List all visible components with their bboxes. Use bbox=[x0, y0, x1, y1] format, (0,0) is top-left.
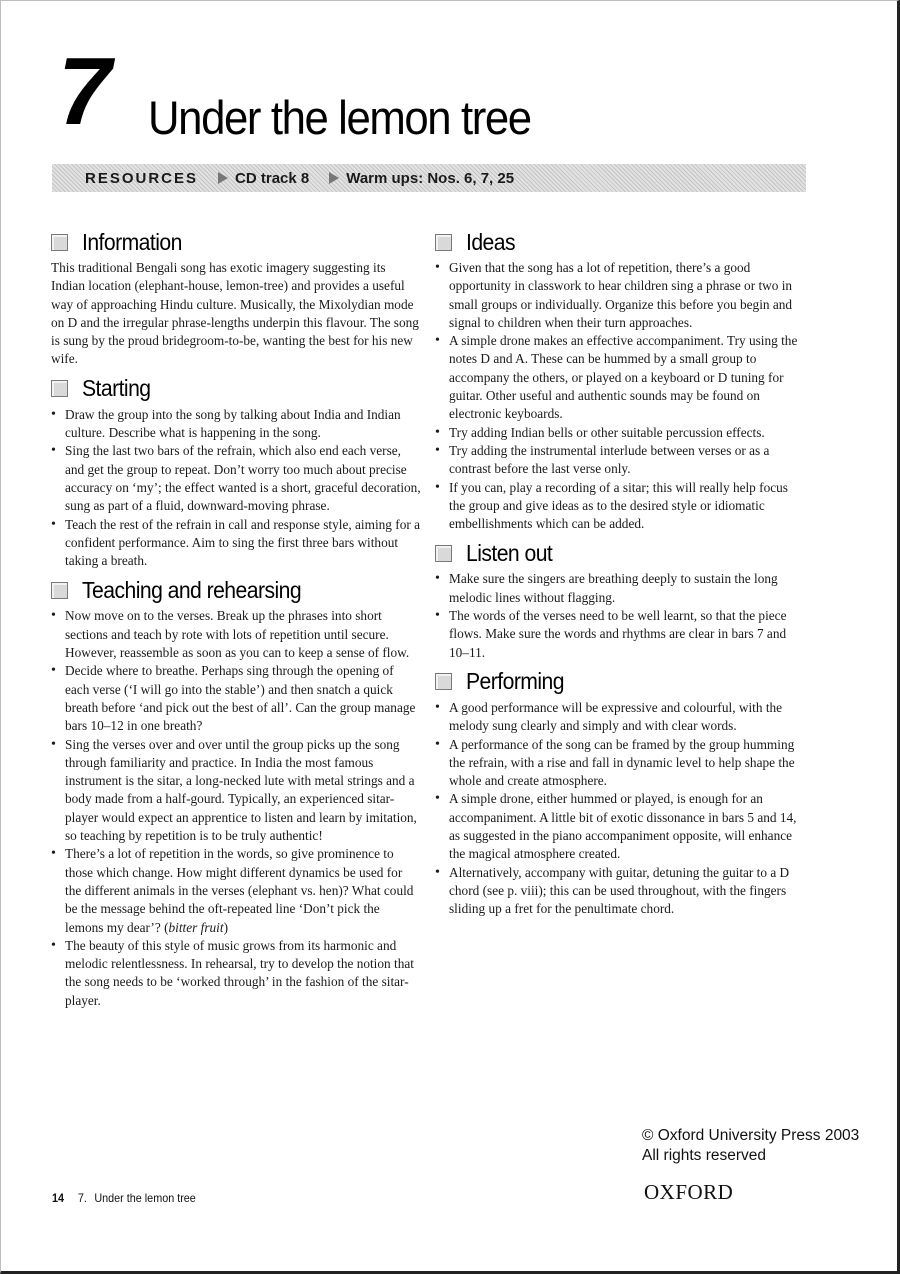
listen-list bbox=[435, 570, 805, 661]
chapter-header bbox=[52, 38, 812, 160]
left-column bbox=[51, 226, 421, 1014]
copyright-line: © Oxford University Press 2003 bbox=[642, 1127, 860, 1144]
section-heading bbox=[435, 226, 805, 258]
checkbox-square-icon bbox=[435, 673, 452, 690]
section-heading bbox=[51, 226, 421, 258]
rights-line: All rights reserved bbox=[642, 1147, 767, 1164]
list-item: • Teach the rest of the refrain in call and response style, aiming for a confident performance. Aim to sing the first three bars without taking a breath. bbox=[51, 516, 421, 571]
oxford-logo: OXFORD bbox=[644, 1180, 734, 1204]
list-item: • Sing the last two bars of the refrain, which also end each verse, and get the group to repeat. Don’t worry too much about precise accuracy on ‘my’; the effect wanted is a short, graceful decoration, sung as part of a fluid, downward-moving phrase. bbox=[51, 442, 421, 515]
footer-title: Under the lemon tree bbox=[94, 1191, 196, 1205]
section-heading-text: Ideas bbox=[466, 228, 516, 255]
section-ideas bbox=[435, 226, 805, 533]
list-item: • If you can, play a recording of a sitar; this will really help focus the group and give ideas as to the desired style or idiomatic embellishments which can be added. bbox=[435, 479, 805, 534]
section-performing bbox=[435, 666, 805, 919]
ideas-list bbox=[435, 259, 805, 533]
section-heading-text: Starting bbox=[82, 375, 151, 402]
information-body: This traditional Bengali song has exotic imagery suggesting its Indian location (elephant-house, lemon-tree) and provides a useful way of approaching Hindu culture. Musically, the Mixolydian mode on D and the irregular phrase-lengths underpin this flavour. The song is sung by the proud bridegroom-to-be, wanting the best for his new wife. bbox=[51, 260, 419, 367]
list-item: • Sing the verses over and over until the group picks up the song through familiarity and practice. In India the most famous instrument is the sitar, a long-necked lute with metal strings and a body made from a half-gourd. Typically, an experienced sitar-player would expect an apprentice to listen and learn by imitation, so teaching by repetition is to be truly authentic! bbox=[51, 736, 421, 846]
section-heading-text: Teaching and rehearsing bbox=[82, 576, 302, 603]
teaching-list bbox=[51, 607, 421, 1010]
starting-list bbox=[51, 406, 421, 571]
section-starting bbox=[51, 373, 421, 571]
list-item: • Now move on to the verses. Break up the phrases into short sections and teach by rote with lots of repetition until secure. However, reassemble as soon as you can to keep a sense of flow. bbox=[51, 607, 421, 662]
italic-answer: bitter fruit bbox=[168, 919, 224, 935]
section-heading bbox=[435, 537, 805, 569]
section-information bbox=[51, 226, 421, 369]
list-item: • Make sure the singers are breathing deeply to sustain the long melodic lines without flagging. bbox=[435, 570, 805, 607]
list-item: • Try adding the instrumental interlude between verses or as a contrast before the last verse only. bbox=[435, 442, 805, 479]
resources-label: RESOURCES bbox=[85, 169, 199, 187]
footer-chapter-number: 7. bbox=[77, 1191, 87, 1205]
section-heading-text: Information bbox=[82, 228, 182, 255]
chapter-number: 7 bbox=[58, 38, 109, 145]
chapter-title: Under the lemon tree bbox=[148, 91, 531, 144]
list-item: • There’s a lot of repetition in the words, so give prominence to those which change. How might different dynamics be used for the different animals in the verses (elephant vs. hen)? What could be the message behind the oft-repeated line ‘Don’t pick the lemons my dear’? (bitter fruit) bbox=[51, 845, 421, 936]
resource-item-label: CD track 8 bbox=[235, 169, 310, 187]
list-item: • Try adding Indian bells or other suitable percussion effects. bbox=[435, 424, 805, 442]
arrow-right-icon bbox=[218, 172, 228, 184]
performing-list bbox=[435, 699, 805, 919]
checkbox-square-icon bbox=[51, 582, 68, 599]
list-item: • Draw the group into the song by talking about India and Indian culture. Describe what is happening in the song. bbox=[51, 406, 421, 443]
list-item: • The beauty of this style of music grows from its harmonic and melodic relentlessness. In rehearsal, try to develop the notion that the song needs to be ‘worked through’ in the fashion of the sitar-player. bbox=[51, 937, 421, 1010]
section-heading-text: Performing bbox=[466, 668, 564, 695]
list-item: • A performance of the song can be framed by the group humming the refrain, with a rise and fall in dynamic level to help shape the whole and create atmosphere. bbox=[435, 736, 805, 791]
list-item: • A simple drone makes an effective accompaniment. Try using the notes D and A. These can be hummed by a small group to accompany the others, or played on a keyboard or D tuning for guitar. Other useful and authentic sounds may be found on electronic keyboards. bbox=[435, 332, 805, 423]
list-item: • Decide where to breathe. Perhaps sing through the opening of each verse (‘I will go into the stable’) and then snatch a quick breath before ‘and pick out the best of all’. Can the group manage bars 10–12 in one breath? bbox=[51, 662, 421, 735]
resources-bar bbox=[52, 164, 806, 192]
right-column bbox=[435, 226, 805, 923]
list-item: • A simple drone, either hummed or played, is enough for an accompaniment. A little bit of exotic dissonance in bars 5 and 14, as suggested in the piano accompaniment opposite, will enhance the magical atmosphere created. bbox=[435, 790, 805, 863]
checkbox-square-icon bbox=[51, 234, 68, 251]
page-footer bbox=[52, 1191, 196, 1205]
checkbox-square-icon bbox=[435, 234, 452, 251]
checkbox-square-icon bbox=[435, 545, 452, 562]
checkbox-square-icon bbox=[51, 380, 68, 397]
section-heading-text: Listen out bbox=[466, 539, 553, 566]
resource-item-label: Warm ups: Nos. 6, 7, 25 bbox=[346, 169, 515, 187]
section-heading bbox=[51, 373, 421, 405]
section-teaching-and-rehearsing bbox=[51, 574, 421, 1010]
resource-item-cd-track bbox=[218, 170, 309, 187]
list-item: • The words of the verses need to be well learnt, so that the piece flows. Make sure the words and rhythms are clear in bars 7 and 10–11. bbox=[435, 607, 805, 662]
list-item: • Given that the song has a lot of repetition, there’s a good opportunity in classwork to hear children sing a phrase or two in small groups or individually. Organize this before you begin and signal to children when their turn approaches. bbox=[435, 259, 805, 332]
arrow-right-icon bbox=[329, 172, 339, 184]
resource-item-warm-ups bbox=[329, 170, 514, 187]
list-item: • A good performance will be expressive and colourful, with the melody sung clearly and simply and with clear words. bbox=[435, 699, 805, 736]
list-item: • Alternatively, accompany with guitar, detuning the guitar to a D chord (see p. viii); this can be used throughout, with the fingers sliding up a fret for the penultimate chord. bbox=[435, 864, 805, 919]
section-heading bbox=[435, 666, 805, 698]
page-number: 14 bbox=[52, 1191, 65, 1205]
section-listen-out bbox=[435, 537, 805, 661]
copyright-notice bbox=[642, 1126, 892, 1166]
section-heading bbox=[51, 574, 421, 606]
